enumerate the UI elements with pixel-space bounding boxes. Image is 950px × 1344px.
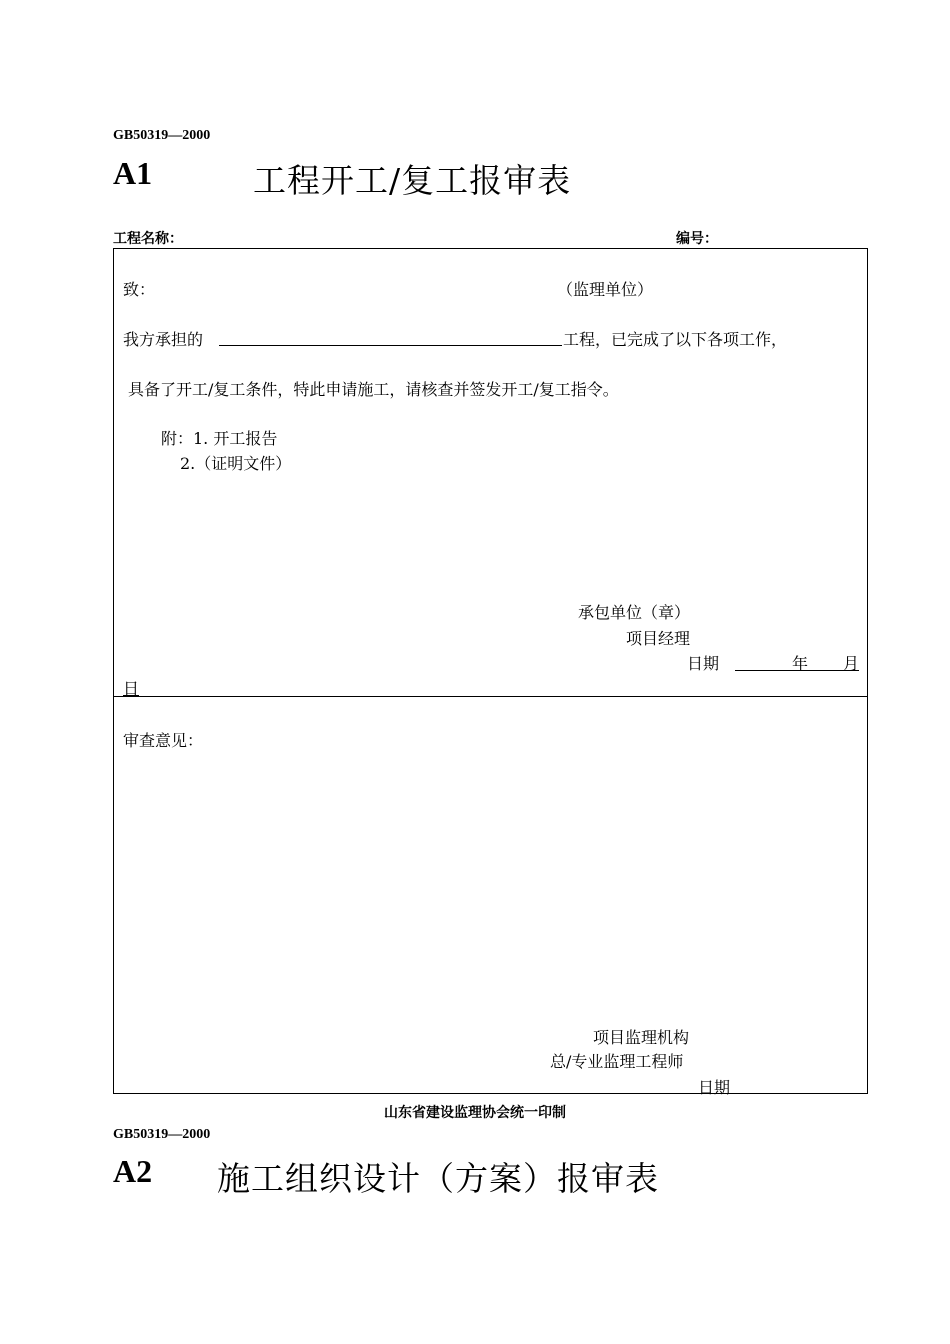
footer-print-note: 山东省建设监理协会统一印制 xyxy=(384,1105,566,1121)
form-code-a2: A2 xyxy=(113,1153,153,1189)
number-label: 编号： xyxy=(676,231,718,247)
form-title: 工程开工/复工报审表 xyxy=(253,161,572,200)
form-title-a2: 施工组织设计（方案）报审表 xyxy=(217,1159,659,1198)
year-label: 年 xyxy=(792,654,809,673)
to-label: 致： xyxy=(123,280,156,299)
date-label: 日期 xyxy=(687,654,720,673)
project-name-label: 工程名称： xyxy=(113,231,183,247)
review-date-label: 日期 xyxy=(698,1078,731,1097)
supervision-org-label: 项目监理机构 xyxy=(593,1028,690,1047)
project-manager-label: 项目经理 xyxy=(626,629,691,648)
chief-engineer-label: 总/专业监理工程师 xyxy=(550,1052,684,1071)
line2-text: 具备了开工/复工条件，特此申请施工，请核查并签发开工/复工指令。 xyxy=(128,380,619,399)
review-label: 审查意见： xyxy=(123,731,204,750)
standard-number: GB50319—2000 xyxy=(113,128,211,143)
section-divider xyxy=(113,696,868,697)
form-code: A1 xyxy=(113,155,153,191)
supervision-unit-label: （监理单位） xyxy=(557,280,654,299)
standard-number-a2: GB50319—2000 xyxy=(113,1127,211,1142)
attachment-2: 2.（证明文件） xyxy=(180,454,292,473)
attachment-1: 附：1. 开工报告 xyxy=(161,429,278,448)
form-table xyxy=(113,248,868,1094)
day-label: 日 xyxy=(123,679,140,698)
line1-prefix: 我方承担的 xyxy=(123,330,204,349)
month-label: 月 xyxy=(843,654,860,673)
project-name-blank[interactable] xyxy=(219,345,562,346)
contractor-label: 承包单位（章） xyxy=(578,603,691,622)
line1-suffix: 工程，已完成了以下各项工作， xyxy=(563,330,788,349)
